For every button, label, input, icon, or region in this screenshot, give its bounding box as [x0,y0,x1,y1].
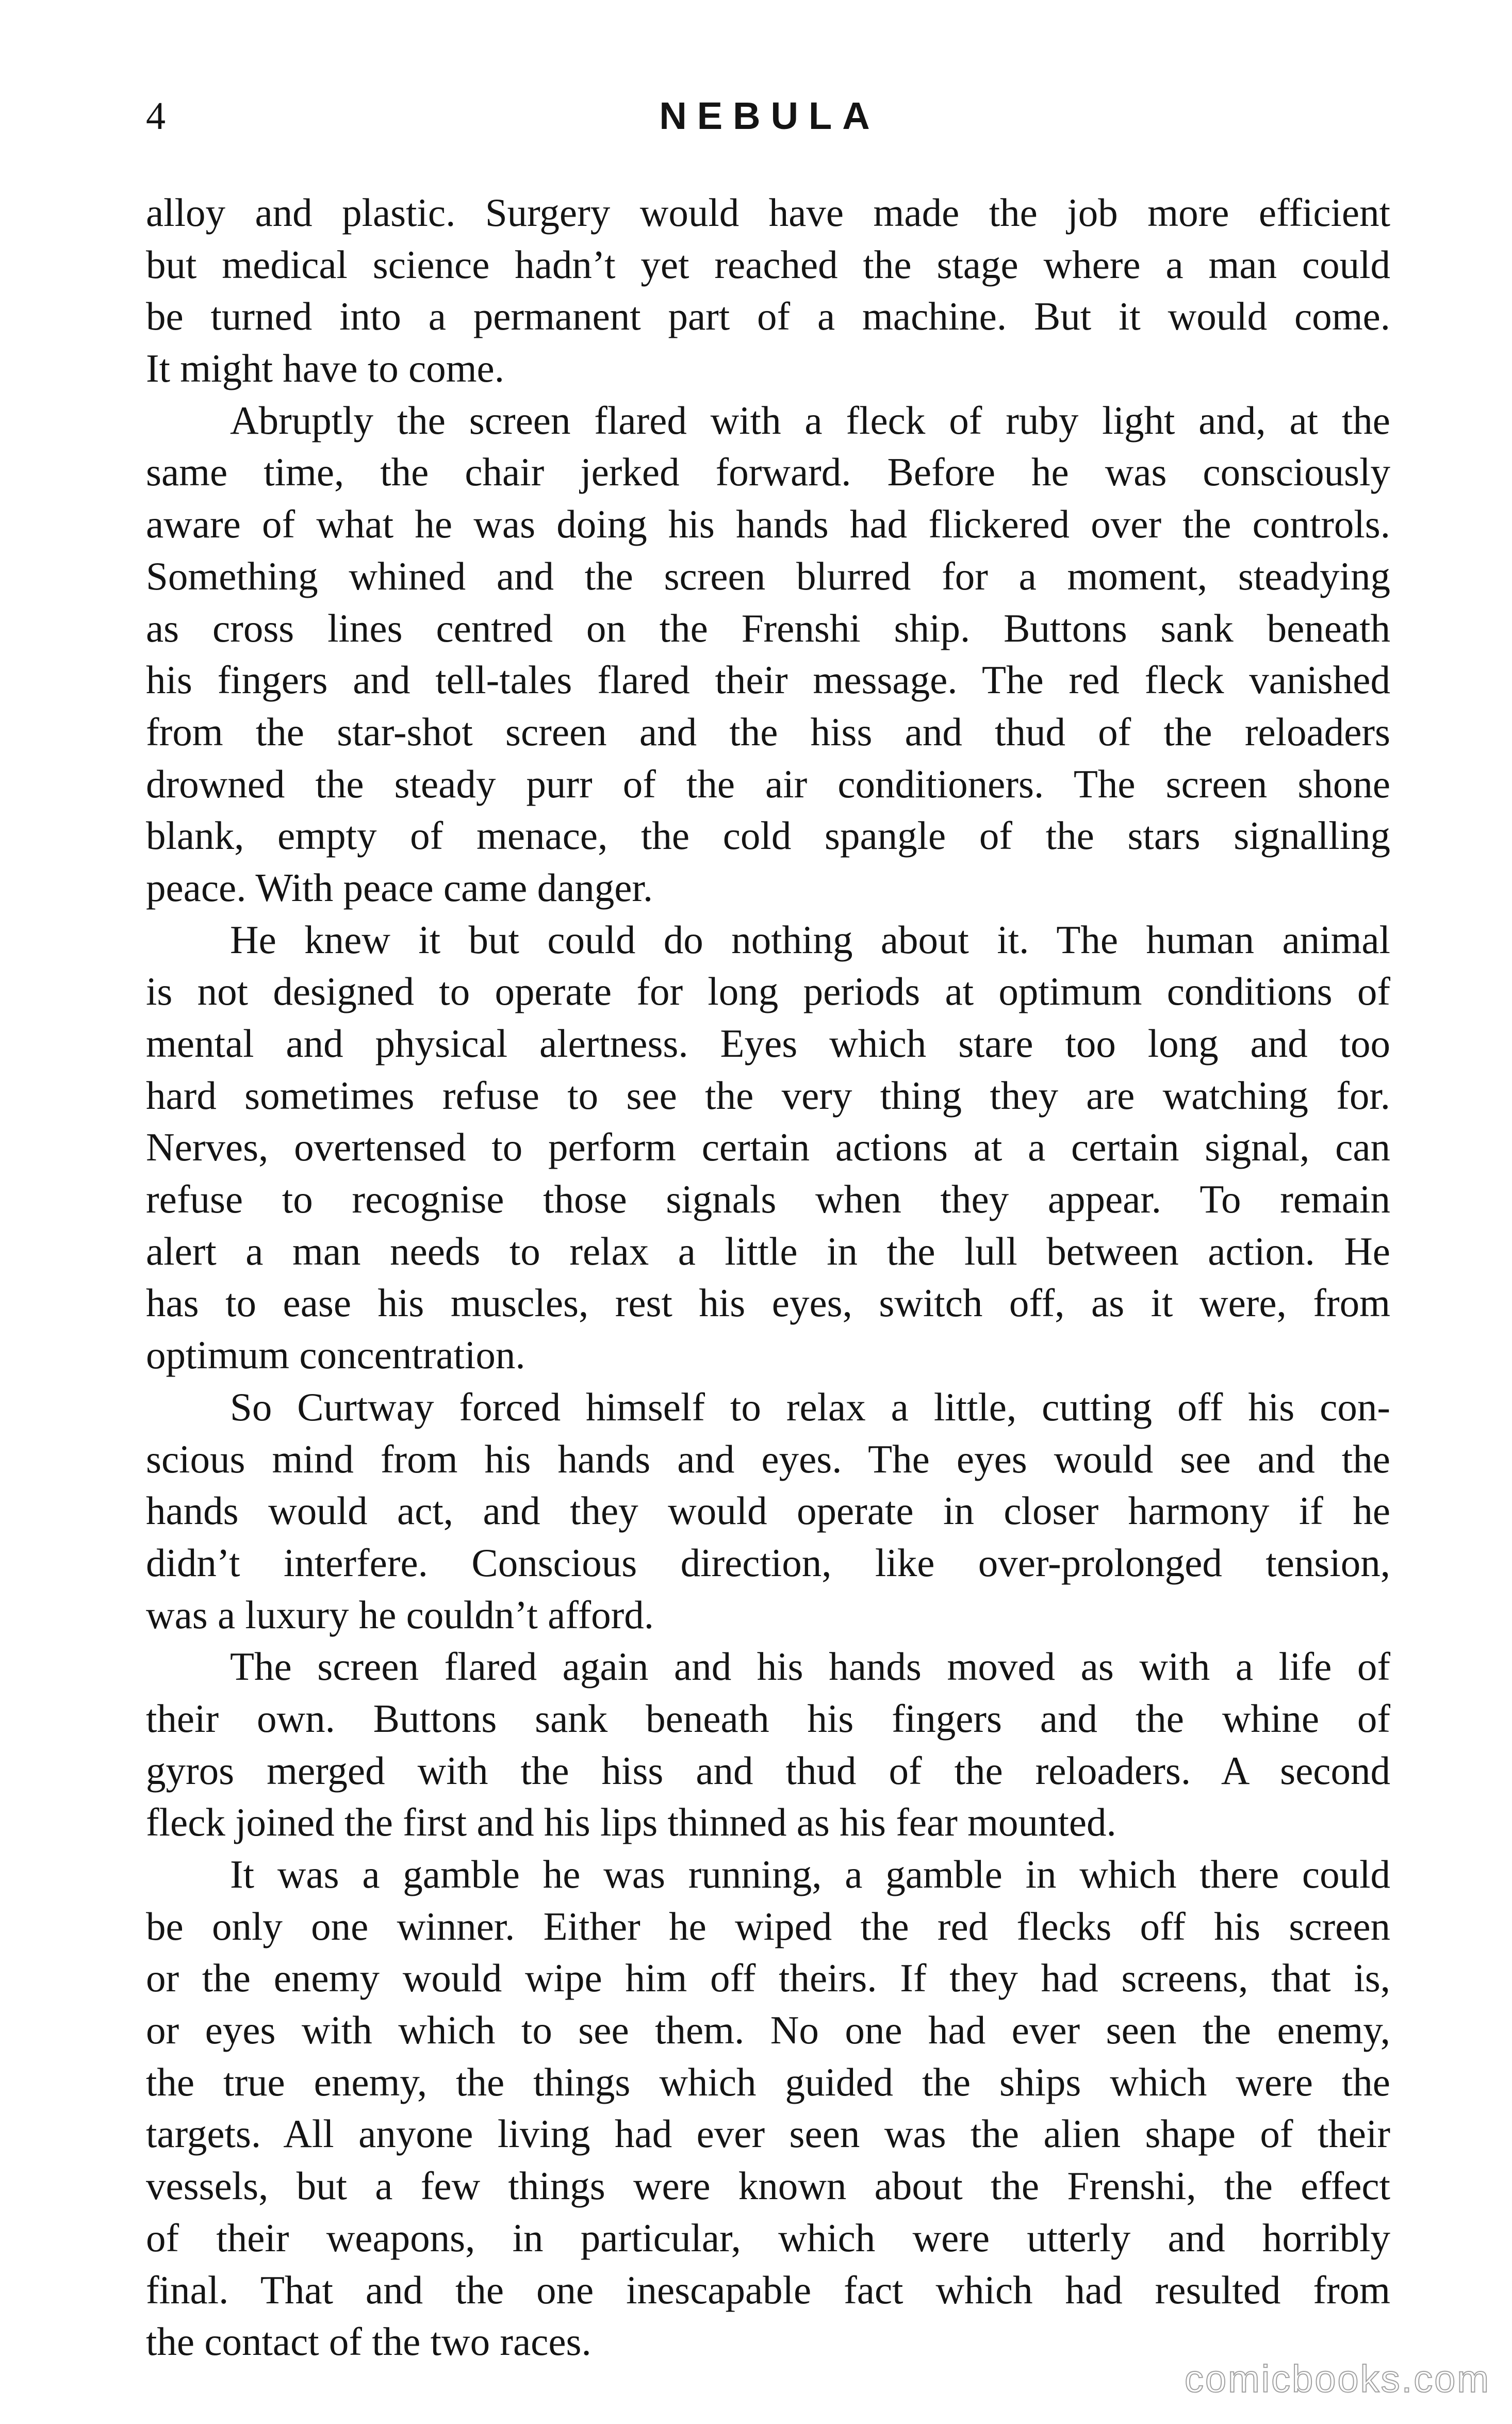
text-line: be only one winner. Either he wiped the red flecks off his screen [146,1904,1390,1948]
text-line: It was a gamble he was running, a gamble in which there could [230,1852,1390,1896]
text-line: didn’t interfere. Conscious direction, like over-prolonged tension, [146,1540,1390,1585]
text-line: the contact of the two races. [146,2319,591,2364]
text-line: of their weapons, in particular, which were utterly and horribly [146,2215,1390,2260]
text-line: their own. Buttons sank beneath his fingers and the whine of [146,1696,1390,1741]
text-line: but medical science hadn’t yet reached the stage where a man could [146,242,1390,287]
text-line: optimum concentration. [146,1333,525,1378]
text-line: blank, empty of menace, the cold spangle of the stars signalling [146,813,1390,858]
text-line: It might have to come. [146,346,504,391]
text-line: or eyes with which to see them. No one had ever seen the enemy, [146,2008,1390,2053]
text-line: is not designed to operate for long periods at optimum conditions of [146,969,1390,1014]
text-line: final. That and the one inescapable fact which had resulted from [146,2267,1390,2312]
text-line: vessels, but a few things were known about the Frenshi, the effect [146,2164,1390,2208]
text-line: mental and physical alertness. Eyes which stare too long and too [146,1021,1390,1066]
text-line: The screen flared again and his hands moved as with a life of [230,1644,1390,1689]
text-line: alert a man needs to relax a little in the lull between action. He [146,1229,1390,1273]
text-line: from the star-shot screen and the hiss and thud of the reloaders [146,709,1390,754]
text-line: same time, the chair jerked forward. Before he was consciously [146,450,1390,495]
text-line: hard sometimes refuse to see the very thing they are watching for. [146,1073,1390,1118]
text-line: fleck joined the first and his lips thinned as his fear mounted. [146,1800,1116,1845]
text-line: was a luxury he couldn’t afford. [146,1592,654,1637]
text-line: scious mind from his hands and eyes. The eyes would see and the [146,1436,1390,1481]
text-line: Something whined and the screen blurred for a moment, steadying [146,553,1390,598]
text-line: refuse to recognise those signals when they appear. To remain [146,1177,1390,1222]
text-line: alloy and plastic. Surgery would have made the job more efficient [146,190,1390,235]
text-line: as cross lines centred on the Frenshi ship. Buttons sank beneath [146,605,1390,650]
text-line: So Curtway forced himself to relax a little, cutting off his con- [230,1384,1390,1429]
text-line: drowned the steady purr of the air conditioners. The screen shone [146,761,1390,806]
body-text [146,187,1390,2368]
running-title: NEBULA [659,94,880,137]
text-line: has to ease his muscles, rest his eyes, switch off, as it were, from [146,1281,1390,1325]
text-line: be turned into a permanent part of a machine. But it would come. [146,294,1390,339]
watermark: comicbooks.com [1184,2357,1490,2400]
text-line: hands would act, and they would operate in closer harmony if he [146,1488,1390,1533]
text-line: aware of what he was doing his hands had flickered over the controls. [146,502,1390,547]
text-line: Abruptly the screen flared with a fleck of ruby light and, at the [230,398,1390,443]
text-line: Nerves, overtensed to perform certain actions at a certain signal, can [146,1125,1390,1170]
text-line: the true enemy, the things which guided the ships which were the [146,2059,1390,2104]
text-line: or the enemy would wipe him off theirs. If they had screens, that is, [146,1956,1390,2001]
page-number: 4 [146,94,166,138]
page-header [146,88,1393,144]
text-line: his fingers and tell-tales flared their message. The red fleck vanished [146,658,1390,702]
text-line: targets. All anyone living had ever seen was the alien shape of their [146,2111,1390,2156]
text-line: peace. With peace came danger. [146,865,653,910]
text-line: He knew it but could do nothing about it. The human animal [230,917,1390,962]
text-line: gyros merged with the hiss and thud of the reloaders. A second [146,1748,1390,1793]
